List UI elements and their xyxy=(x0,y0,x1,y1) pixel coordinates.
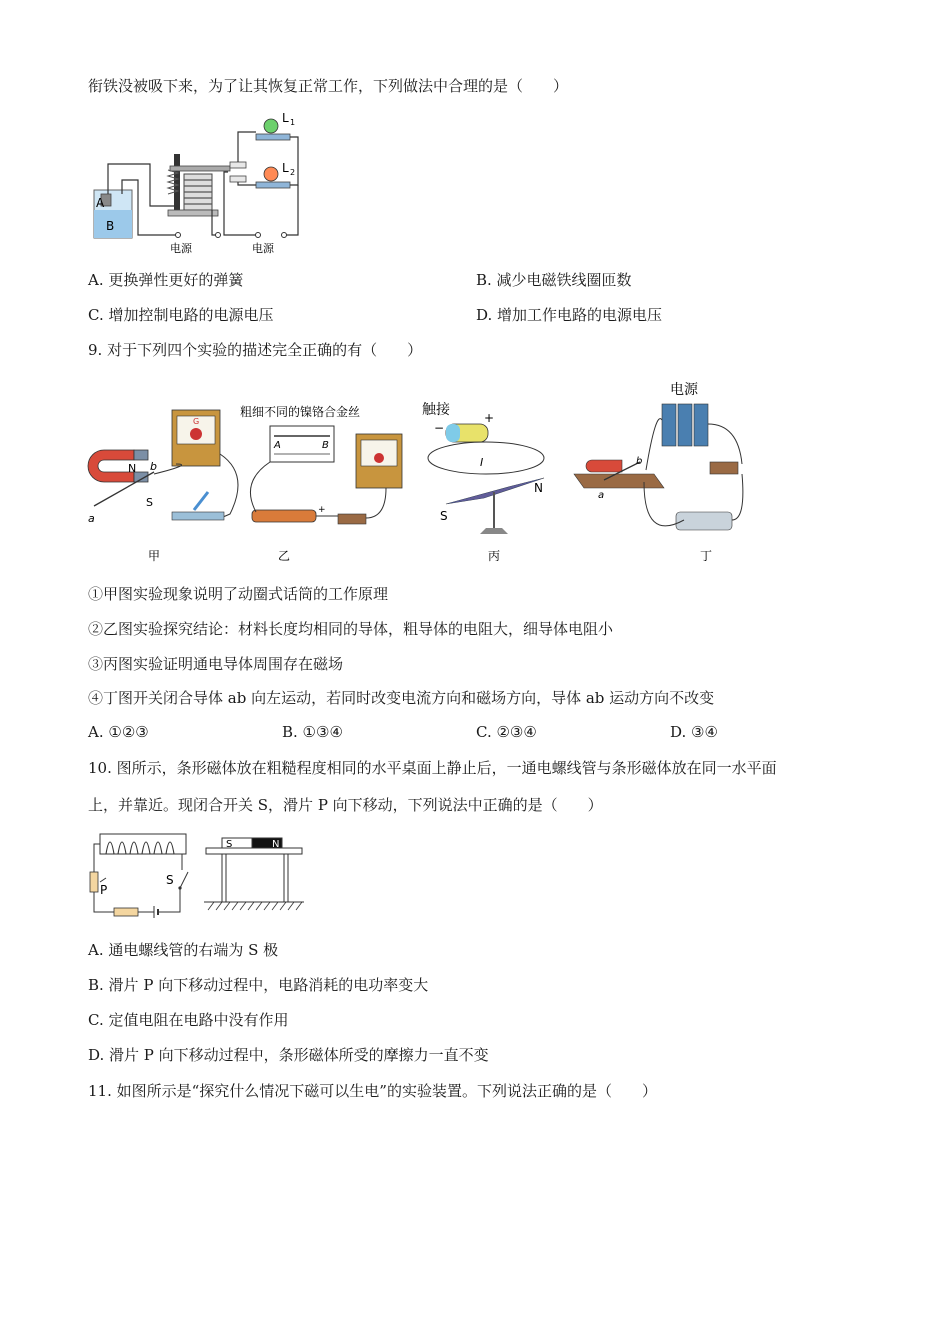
label-b: B xyxy=(106,219,115,233)
q10-stem-line1: 10. 图所示，条形磁体放在粗糙程度相同的水平桌面上静止后，一通电螺线管与条形磁体放在同一水平面 xyxy=(88,759,777,777)
figure-ding xyxy=(574,381,743,563)
svg-text:N: N xyxy=(128,462,137,475)
svg-text:I: I xyxy=(480,456,484,469)
svg-text:丙: 丙 xyxy=(488,549,501,563)
q8-option-b: B. 减少电磁铁线圈匝数 xyxy=(476,271,632,289)
svg-text:+: + xyxy=(484,411,495,425)
q9-four-experiments-figure xyxy=(84,374,764,570)
svg-text:S: S xyxy=(166,873,174,887)
q8-option-a: A. 更换弹性更好的弹簧 xyxy=(88,271,244,289)
q9-statement-4: ④丁图开关闭合导体 ab 向左运动，若同时改变电流方向和磁场方向，导体 ab 运动方向不改变 xyxy=(88,689,715,707)
q8-relay-circuit-figure xyxy=(88,110,318,260)
q8-intro: 衔铁没被吸下来，为了让其恢复正常工作，下列做法中合理的是（ ） xyxy=(88,77,569,95)
q10-stem-line2: 上，并靠近。现闭合开关 S，滑片 P 向下移动，下列说法中正确的是（ ） xyxy=(88,796,603,814)
svg-text:2: 2 xyxy=(290,168,296,177)
svg-text:b: b xyxy=(150,460,157,473)
svg-text:S: S xyxy=(226,839,233,850)
svg-text:+: + xyxy=(318,505,326,515)
q9-option-a: A. ①②③ xyxy=(88,723,149,741)
q10-option-c: C. 定值电阻在电路中没有作用 xyxy=(88,1011,289,1029)
svg-text:A: A xyxy=(274,440,281,451)
q10-option-d: D. 滑片 P 向下移动过程中，条形磁体所受的摩擦力一直不变 xyxy=(88,1046,489,1064)
q8-option-d: D. 增加工作电路的电源电压 xyxy=(476,306,663,324)
svg-text:P: P xyxy=(100,883,108,897)
q9-stem: 9. 对于下列四个实验的描述完全正确的有（ ） xyxy=(88,341,423,359)
svg-text:1: 1 xyxy=(290,118,296,127)
q11-stem: 11. 如图所示是“探究什么情况下磁可以生电”的实验装置。下列说法正确的是（ ） xyxy=(88,1082,657,1100)
label-wire-title: 粗细不同的镍铬合金丝 xyxy=(240,405,361,419)
svg-text:S: S xyxy=(146,496,153,509)
svg-text:G: G xyxy=(193,417,200,426)
label-power-2: 电源 xyxy=(252,242,274,255)
figure-yi xyxy=(240,404,402,563)
figure-bing xyxy=(422,401,544,563)
q10-option-b: B. 滑片 P 向下移动过程中，电路消耗的电功率变大 xyxy=(88,976,429,994)
svg-text:B: B xyxy=(322,440,329,451)
svg-text:a: a xyxy=(88,512,95,525)
label-power-1: 电源 xyxy=(170,242,192,255)
svg-text:−: − xyxy=(434,421,445,435)
label-power: 电源 xyxy=(670,382,698,398)
q10-solenoid-magnet-figure xyxy=(84,828,314,920)
figure-jia xyxy=(88,410,238,563)
svg-text:a: a xyxy=(598,490,605,501)
svg-text:甲: 甲 xyxy=(148,549,161,563)
svg-text:N: N xyxy=(534,481,543,495)
q9-option-d: D. ③④ xyxy=(670,723,718,741)
q8-option-c: C. 增加控制电路的电源电压 xyxy=(88,306,274,324)
label-l1: L xyxy=(282,111,289,125)
svg-text:N: N xyxy=(272,839,280,850)
label-touch: 触接 xyxy=(422,402,450,418)
label-l2: L xyxy=(282,161,289,175)
q10-option-a: A. 通电螺线管的右端为 S 极 xyxy=(88,941,279,959)
label-a: A xyxy=(96,196,105,210)
svg-text:丁: 丁 xyxy=(700,549,713,563)
q9-option-b: B. ①③④ xyxy=(282,723,343,741)
q9-statement-3: ③丙图实验证明通电导体周围存在磁场 xyxy=(88,655,344,673)
svg-text:S: S xyxy=(440,509,448,523)
q9-option-c: C. ②③④ xyxy=(476,723,537,741)
svg-text:b: b xyxy=(636,456,643,467)
q9-statement-1: ①甲图实验现象说明了动圈式话筒的工作原理 xyxy=(88,585,389,603)
q9-statement-2: ②乙图实验探究结论：材料长度均相同的导体，粗导体的电阻大，细导体电阻小 xyxy=(88,620,614,638)
svg-text:乙: 乙 xyxy=(278,549,291,563)
